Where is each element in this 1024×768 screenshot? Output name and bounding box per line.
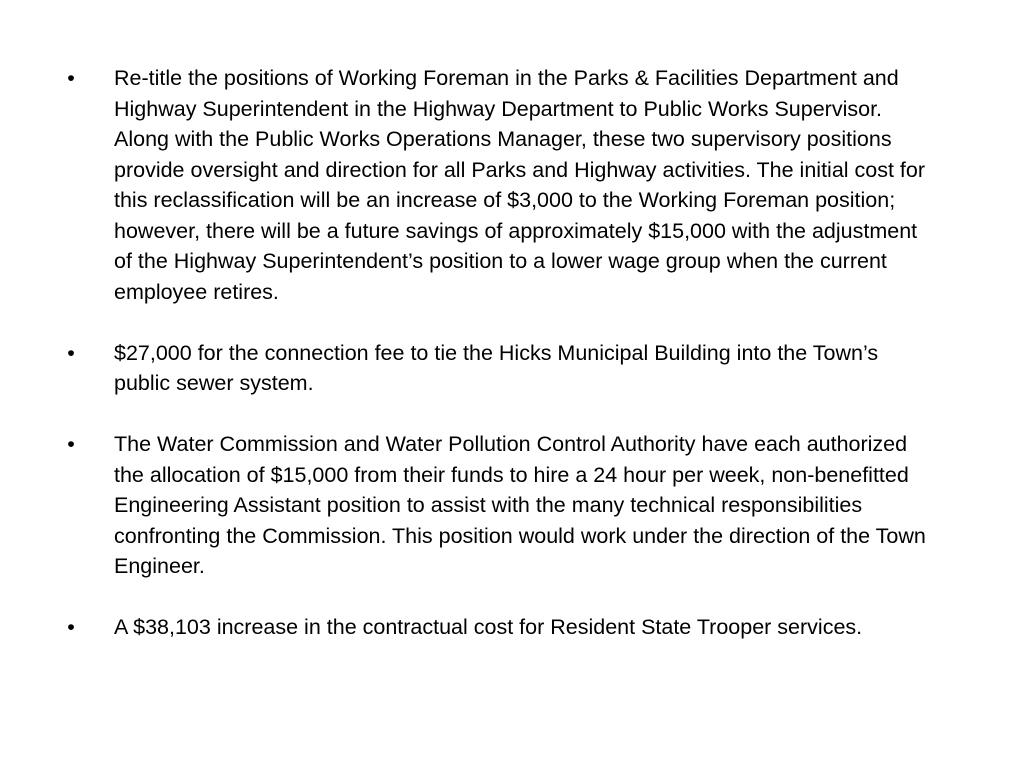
bullet-marker: • — [67, 615, 75, 639]
bullet-text: Re-title the positions of Working Foreman in the Parks & Facilities Department and Highway Superintendent in the Highway Department to Public Works Supervisor. Along with the Public Works Operations Manager, these two supervisory positions provide oversight and direction for all Parks and Highway activities. The initial cost for this reclassification will be an increase of $3,000 to the Working Foreman position; however, there will be a future savings of approximately $15,000 with the adjustment of the Highway Superintendent’s position to a lower wage group when the current employee retires. — [114, 66, 926, 304]
bullet-marker: • — [67, 340, 75, 365]
bullet-marker: • — [67, 66, 75, 90]
bullet-item-reclassification — [60, 63, 940, 307]
bullet-marker: • — [67, 432, 75, 456]
bullet-item-engineering-assistant — [60, 429, 940, 582]
bullet-item-sewer-connection — [60, 338, 940, 399]
bullet-list — [60, 63, 940, 643]
bullet-item-state-trooper — [60, 612, 940, 643]
bullet-text: $27,000 for the connection fee to tie the Hicks Municipal Building into the Town’s public sewer system. — [114, 340, 879, 395]
bullet-text: The Water Commission and Water Pollution Control Authority have each authorized the allocation of $15,000 from their funds to hire a 24 hour per week, non-benefitted Engineering Assistant position to assist with the many technical responsibilities confronting the Commission. This position would work under the direction of the Town Engineer. — [114, 432, 926, 578]
bullet-text: A $38,103 increase in the contractual cost for Resident State Trooper services. — [114, 615, 863, 639]
